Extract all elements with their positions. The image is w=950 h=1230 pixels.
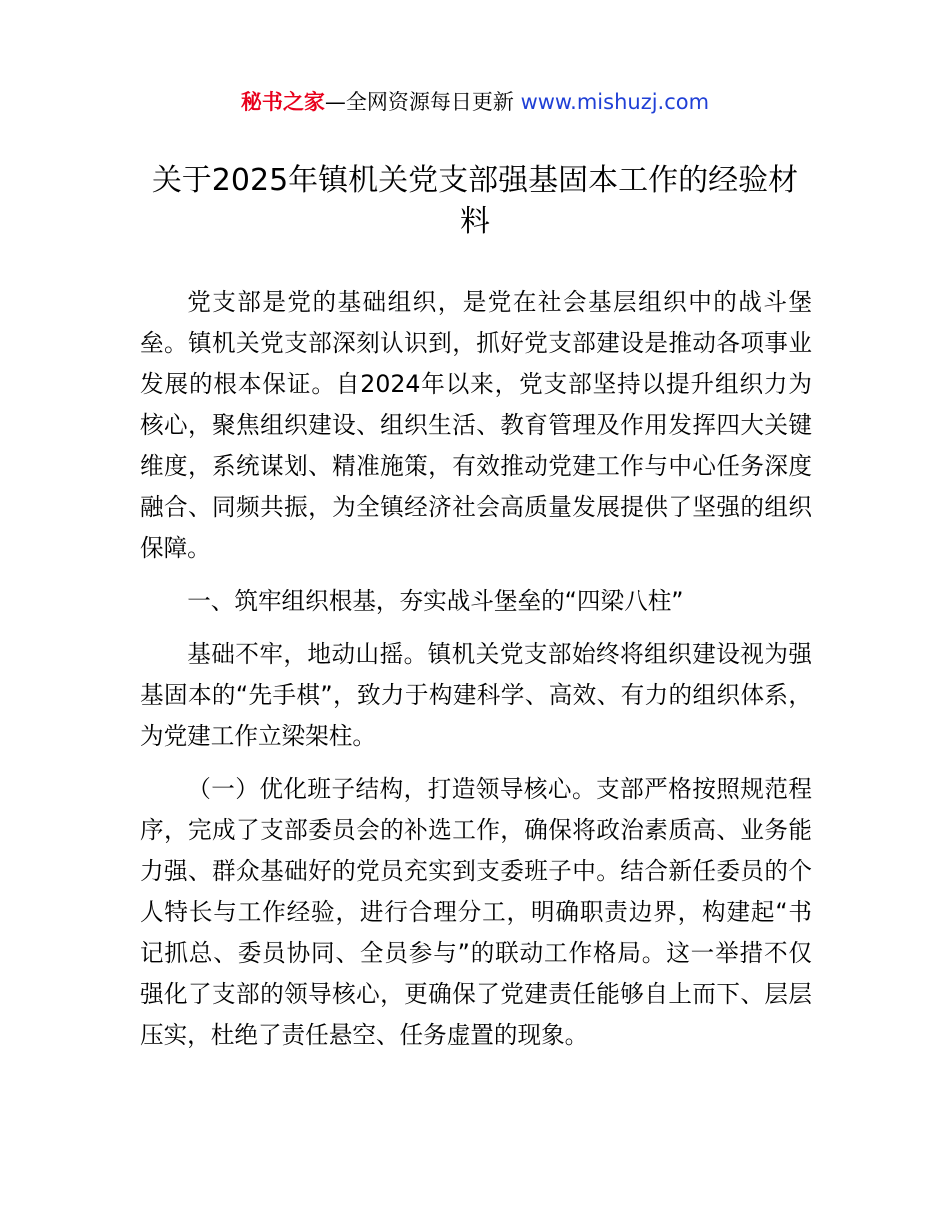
section-heading-1: 一、筑牢组织根基，夯实战斗堡垒的“四梁八柱” bbox=[187, 587, 684, 615]
document-body bbox=[140, 282, 812, 1068]
paragraph-intro: 党支部是党的基础组织，是党在社会基层组织中的战斗堡垒。镇机关党支部深刻认识到，抓好党支部建设是推动各项事业发展的根本保证。自2024年以来，党支部坚持以提升组织力为核心，聚焦组织建设、组织生活、教育管理及作用发挥四大关键维度，系统谋划、精准施策，有效推动党建工作与中心任务深度融合、同频共振，为全镇经济社会高质量发展提供了坚强的组织保障。 bbox=[140, 288, 812, 562]
paragraph-section-1-intro: 基础不牢，地动山摇。镇机关党支部始终将组织建设视为强基固本的“先手棋”，致力于构建科学、高效、有力的组织体系，为党建工作立梁架柱。 bbox=[140, 640, 812, 750]
header-tagline: —全网资源每日更新 bbox=[324, 90, 514, 114]
paragraph-subsection-1: （一）优化班子结构，打造领导核心。支部严格按照规范程序，完成了支部委员会的补选工作，确保将政治素质高、业务能力强、群众基础好的党员充实到支委班子中。结合新任委员的个人特长与工作经验，进行合理分工，明确职责边界，构建起“书记抓总、委员协同、全员参与”的联动工作格局。这一举措不仅强化了支部的领导核心，更确保了党建责任能够自上而下、层层压实，杜绝了责任悬空、任务虚置的现象。 bbox=[140, 775, 812, 1049]
document-title: 关于2025年镇机关党支部强基固本工作的经验材料 bbox=[151, 163, 799, 239]
site-header bbox=[0, 86, 950, 118]
brand-name: 秘书之家 bbox=[240, 90, 325, 114]
site-url-link[interactable]: www.mishuzj.com bbox=[520, 90, 710, 114]
